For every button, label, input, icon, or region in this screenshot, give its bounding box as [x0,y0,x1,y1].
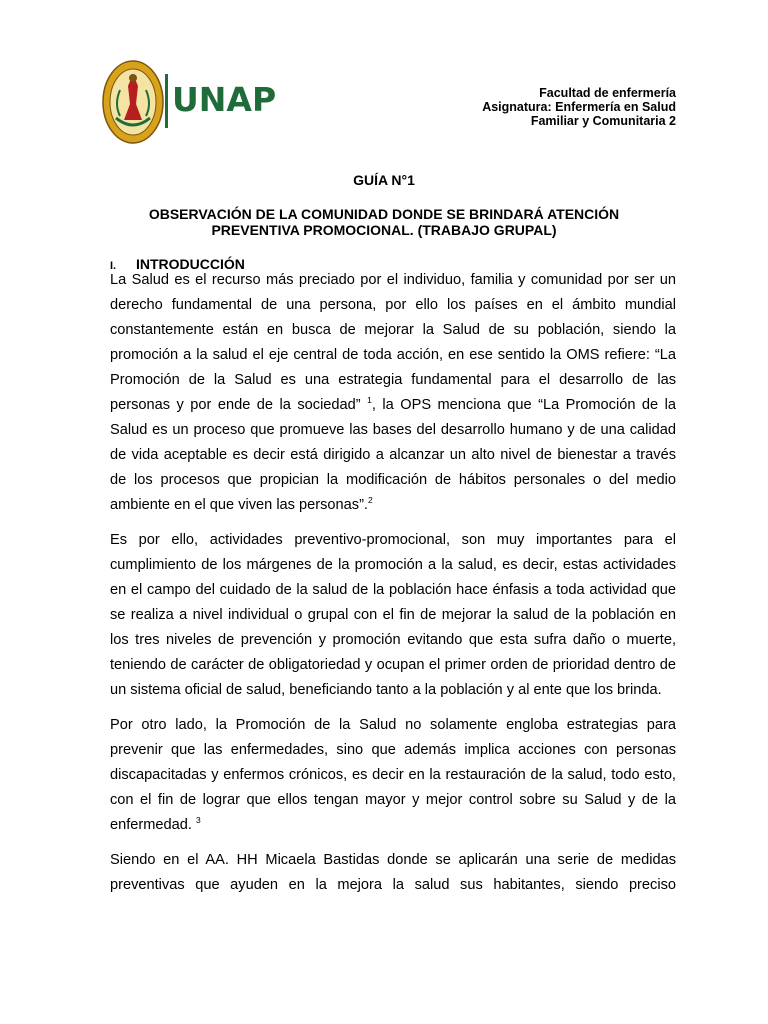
main-title-line2: PREVENTIVA PROMOCIONAL. (TRABAJO GRUPAL) [211,222,557,238]
section-title: INTRODUCCIÓN [136,256,245,272]
faculty-header [482,86,676,128]
paragraph-1: La Salud es el recurso más preciado por el individuo, familia y comunidad por ser un derecho fundamental de una persona, por ello los países en el ámbito mundial constantemente están en busca de mejorar la Salud de su población, siendo la promoción a la salud el eje central de toda acción, en ese sentido la OMS refiere: “La Promoción de la Salud es una estrategia fundamental para el desarrollo de las personas y por ende de la sociedad” $^1$, la OPS menciona que “La Promoción de la Salud es un proceso que promueve las bases del desarrollo humano y de una calidad de vida aceptable es decir está dirigido a alcanzar un alto nivel de bienestar a través de los procesos que propician la modificación de hábitos personales o del medio ambiente en el que viven las personas”.$^2$ [110,272,676,513]
faculty-name: Facultad de enfermería [539,86,676,100]
main-title [110,206,658,238]
university-seal-logo [102,60,164,144]
footnote-ref-3: 3 [196,815,201,825]
paragraph-2: Es por ello, actividades preventivo-promocional, son muy importantes para el cumplimiento de los márgenes de la promoción a la salud, es decir, estas actividades en el campo del cuidado de la salud de la población hace énfasis a toda actividad que se realiza a nivel individual o grupal con el fin de mejorar la salud de la población en los tres niveles de prevención y promoción evitando que esta sufra daño o muerte, teniendo de carácter de obligatoriedad y ocupan el primer orden de prioridad dentro de un sistema oficial de salud, beneficiando tanto a la población y al ente que los brinda. [110,532,676,698]
section-number: I. [110,260,117,272]
guide-title: GUÍA N°1 [353,172,415,188]
logo-wordmark: UNAP [172,80,277,119]
main-title-line1: OBSERVACIÓN DE LA COMUNIDAD DONDE SE BRINDARÁ ATENCIÓN [148,206,620,222]
course-name-line1: Asignatura: Enfermería en Salud [482,100,676,114]
course-name-line2: Familiar y Comunitaria 2 [530,114,676,128]
paragraph-4: Siendo en el AA. HH Micaela Bastidas donde se aplicarán una serie de medidas preventivas que ayuden en la mejora la salud sus habitantes, siendo preciso [110,852,676,893]
logo-divider [165,74,168,128]
footnote-ref-2: 2 [367,495,373,505]
paragraph-3: Por otro lado, la Promoción de la Salud no solamente engloba estrategias para prevenir que las enfermedades, sino que además implica acciones con personas discapacitadas y enfermos crónicos, es decir en la restauración de la salud, todo esto, con el fin de lograr que ellos tengan mayor y mejor control sobre su Salud y de la enfermedad. $^3$ [110,717,676,833]
document-body [110,268,676,908]
footnote-ref-1: 1 [367,395,372,405]
